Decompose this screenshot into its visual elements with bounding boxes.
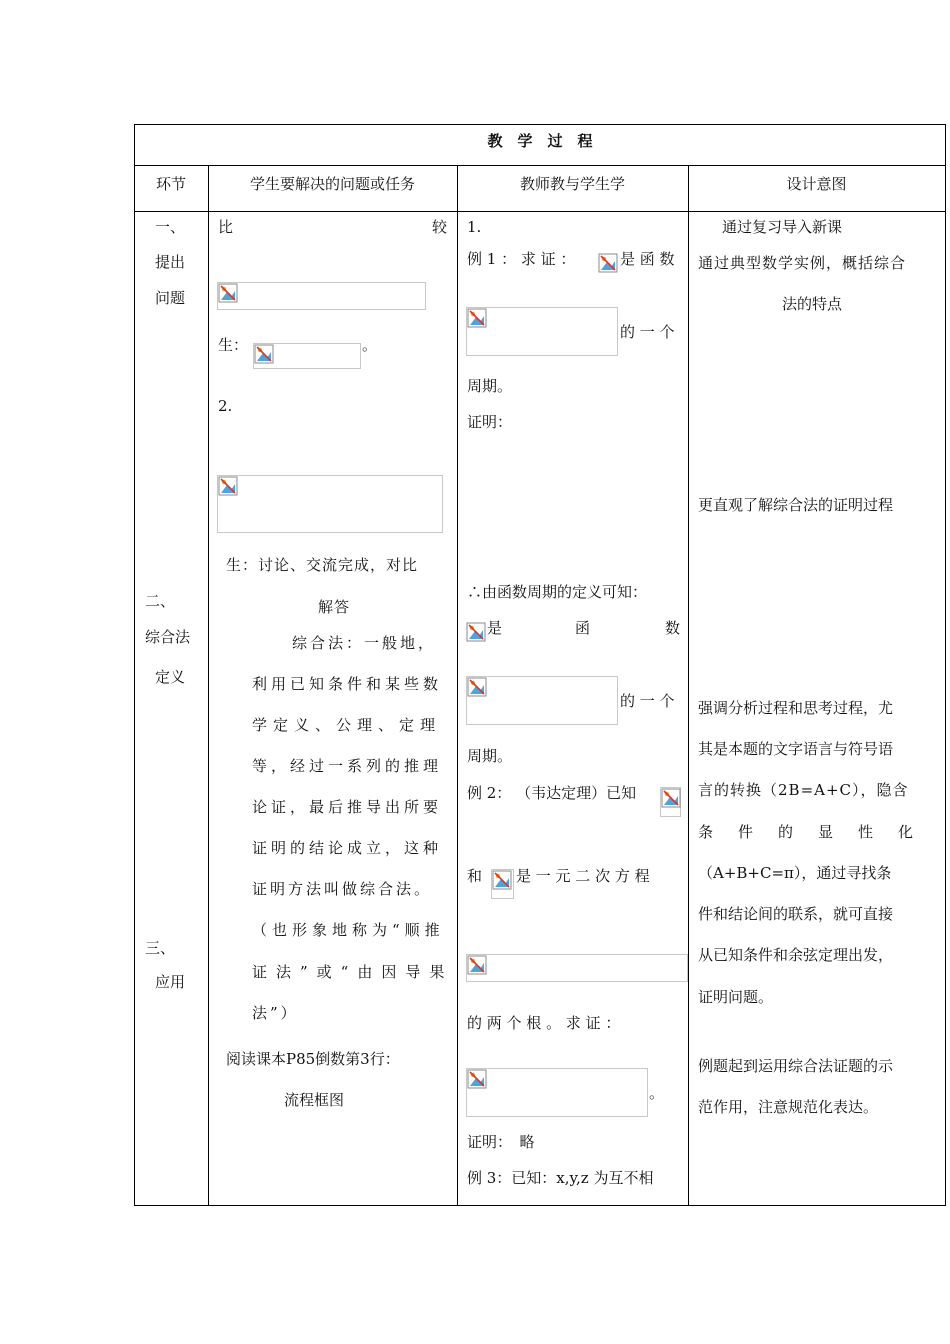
intent-line-1: 通过复习导入新课 bbox=[722, 218, 843, 236]
formula-image bbox=[660, 787, 681, 817]
stage-1-number: 一、 bbox=[155, 218, 186, 236]
stage-3-label: 应用 bbox=[155, 973, 186, 991]
definition-line-1: 综合法：一般地， bbox=[292, 634, 437, 652]
function-text-a: 是 bbox=[487, 619, 503, 637]
table-title: 教 学 过 程 bbox=[487, 132, 593, 150]
function-text-b: 函 bbox=[575, 619, 591, 637]
example-2-label: 例 2： （韦达定理）已知 bbox=[467, 784, 637, 802]
compare-char-2: 较 bbox=[432, 218, 448, 236]
therefore-line: ∴由函数周期的定义可知： bbox=[467, 583, 648, 601]
answer-text: 解答 bbox=[318, 598, 351, 616]
formula-image bbox=[217, 475, 443, 533]
and-text: 和 bbox=[467, 867, 483, 885]
period-word-1: 周期。 bbox=[467, 377, 513, 395]
broken-image-icon bbox=[598, 253, 618, 273]
stage-2-label-b: 定义 bbox=[155, 668, 186, 686]
proof-label-2: 证明： 略 bbox=[467, 1133, 535, 1151]
broken-image-icon bbox=[661, 788, 681, 808]
intent-line-13: 例题起到运用综合法证题的示 bbox=[698, 1057, 894, 1075]
formula-image bbox=[466, 954, 688, 982]
broken-image-icon bbox=[467, 308, 487, 328]
reading-note: 阅读课本P85倒数第3行： bbox=[226, 1050, 400, 1068]
definition-line-2: 利用已知条件和某些数 bbox=[252, 675, 443, 693]
discussion-text: 生：讨论、交流完成，对比 bbox=[226, 556, 419, 574]
intent-line-9: （A+B+C=π），通过寻找条 bbox=[698, 864, 892, 882]
stage-1-label-b: 问题 bbox=[155, 289, 186, 307]
definition-line-3: 学定义、公理、定理 bbox=[252, 716, 442, 734]
proof-label-1: 证明： bbox=[467, 413, 513, 431]
table-right-border bbox=[945, 124, 946, 1206]
flow-chart-label: 流程框图 bbox=[284, 1091, 345, 1109]
formula-image bbox=[217, 282, 426, 310]
table-left-border bbox=[134, 124, 135, 1206]
intent-line-2: 通过典型数学实例，概括综合 bbox=[698, 254, 907, 272]
formula-image bbox=[466, 622, 487, 642]
example-3-label: 例 3：已知：x,y,z 为互不相 bbox=[467, 1169, 654, 1187]
intent-line-7: 言的转换（2B=A+C），隐含 bbox=[698, 781, 909, 799]
broken-image-icon bbox=[467, 1069, 487, 1089]
broken-image-icon bbox=[466, 622, 486, 642]
stage-2-label-a: 综合法 bbox=[145, 628, 191, 646]
definition-line-10: 法”） bbox=[252, 1004, 299, 1022]
header-design-intent: 设计意图 bbox=[786, 175, 847, 193]
roots-text: 的 两 个 根 。 求 证 ： bbox=[467, 1014, 621, 1032]
formula-image bbox=[253, 343, 361, 369]
header-stage: 环节 bbox=[155, 175, 186, 193]
definition-line-9: 证法”或“由因导果 bbox=[252, 963, 454, 981]
intent-line-8: 条 件 的 显 性 化 bbox=[698, 823, 919, 841]
period-mark: 。 bbox=[362, 336, 378, 354]
definition-line-6: 证明的结论成立，这种 bbox=[252, 839, 443, 857]
header-student-task: 学生要解决的问题或任务 bbox=[249, 175, 415, 193]
formula-image bbox=[491, 869, 514, 899]
compare-char-1: 比 bbox=[218, 218, 234, 236]
broken-image-icon bbox=[467, 677, 487, 697]
intent-line-6: 其是本题的文字语言与符号语 bbox=[698, 740, 894, 758]
example-1-label: 例 1 ： 求 证 ： bbox=[467, 250, 576, 268]
definition-line-7: 证明方法叫做综合法。 bbox=[252, 880, 433, 898]
definition-line-4: 等，经过一系列的推理 bbox=[252, 757, 443, 775]
intent-line-11: 从已知条件和余弦定理出发， bbox=[698, 946, 894, 964]
intent-line-12: 证明问题。 bbox=[698, 988, 774, 1006]
broken-image-icon bbox=[218, 283, 238, 303]
title-divider bbox=[134, 165, 946, 166]
stage-3-number: 三、 bbox=[145, 939, 176, 957]
item-number-1: 1. bbox=[467, 218, 482, 236]
example-1-text-b: 的 一 个 bbox=[620, 323, 675, 341]
formula-image bbox=[466, 1068, 648, 1117]
table-top-border bbox=[134, 124, 946, 125]
col-divider-2 bbox=[457, 165, 458, 1206]
item-number-2: 2. bbox=[218, 397, 233, 415]
period-mark: 。 bbox=[649, 1084, 665, 1102]
quadratic-text: 是 一 元 二 次 方 程 bbox=[516, 867, 650, 885]
broken-image-icon bbox=[492, 870, 512, 890]
definition-line-5: 论证，最后推导出所要 bbox=[252, 798, 443, 816]
formula-image bbox=[598, 253, 619, 273]
example-1-text-c: 的 一 个 bbox=[620, 692, 675, 710]
header-teaching: 教师教与学生学 bbox=[519, 175, 625, 193]
function-text-c: 数 bbox=[665, 619, 681, 637]
stage-2-number: 二、 bbox=[145, 592, 176, 610]
col-divider-3 bbox=[688, 165, 689, 1206]
period-word-2: 周期。 bbox=[467, 747, 513, 765]
broken-image-icon bbox=[467, 955, 487, 975]
table-bottom-border bbox=[134, 1205, 946, 1206]
intent-line-14: 范作用，注意规范化表达。 bbox=[698, 1098, 879, 1116]
formula-image bbox=[466, 676, 618, 725]
broken-image-icon bbox=[218, 476, 238, 496]
definition-line-8: （也形象地称为“顺推 bbox=[252, 921, 445, 939]
intent-line-4: 更直观了解综合法的证明过程 bbox=[698, 496, 894, 514]
intent-line-5: 强调分析过程和思考过程，尤 bbox=[698, 699, 894, 717]
example-1-text-a: 是 函 数 bbox=[620, 250, 675, 268]
header-divider bbox=[134, 211, 946, 212]
formula-image bbox=[466, 307, 618, 356]
stage-1-label-a: 提出 bbox=[155, 253, 186, 271]
col-divider-1 bbox=[208, 165, 209, 1206]
intent-line-10: 件和结论间的联系，就可直接 bbox=[698, 905, 894, 923]
intent-line-3: 法的特点 bbox=[782, 295, 843, 313]
student-label-1: 生： bbox=[218, 336, 249, 354]
broken-image-icon bbox=[254, 344, 274, 364]
